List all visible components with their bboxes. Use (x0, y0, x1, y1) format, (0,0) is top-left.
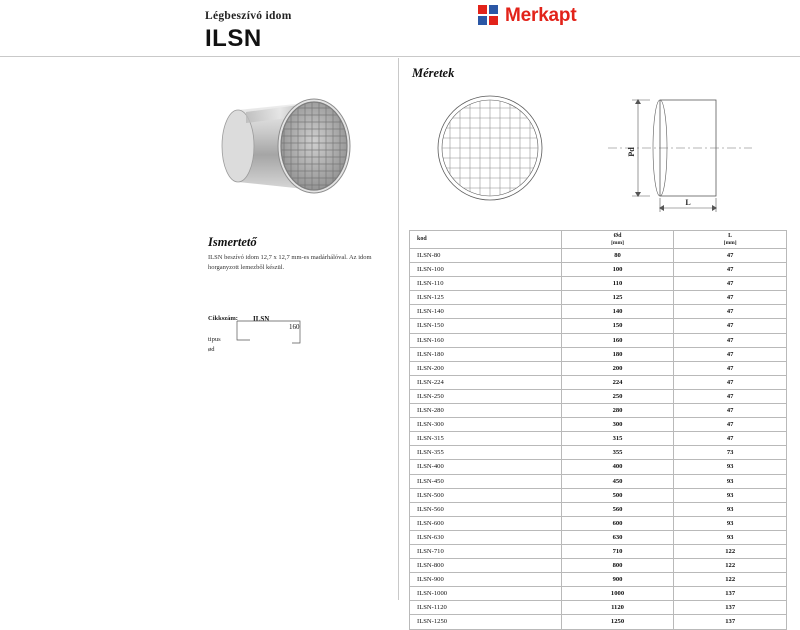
cell-code: ILSN-200 (410, 361, 562, 375)
order-code-label: Cikkszám: (208, 315, 238, 322)
cell-code: ILSN-160 (410, 333, 562, 347)
table-row (410, 615, 787, 629)
brand-logo (478, 5, 576, 27)
cell-diameter: 800 (561, 559, 674, 573)
cell-length: 47 (674, 347, 787, 361)
table-row (410, 319, 787, 333)
cell-code: ILSN-315 (410, 432, 562, 446)
cell-length: 137 (674, 601, 787, 615)
table-row (410, 587, 787, 601)
cell-length: 47 (674, 319, 787, 333)
cell-code: ILSN-900 (410, 573, 562, 587)
cell-code: ILSN-800 (410, 559, 562, 573)
cell-code: ILSN-600 (410, 516, 562, 530)
table-row (410, 249, 787, 263)
cell-code: ILSN-500 (410, 488, 562, 502)
cell-diameter: 315 (561, 432, 674, 446)
cell-length: 47 (674, 333, 787, 347)
drawing-length-label: L (685, 198, 691, 207)
cell-length: 47 (674, 389, 787, 403)
cell-length: 47 (674, 418, 787, 432)
table-row (410, 263, 787, 277)
table-row (410, 559, 787, 573)
table-row (410, 573, 787, 587)
table-row (410, 488, 787, 502)
cell-diameter: 450 (561, 474, 674, 488)
cell-diameter: 110 (561, 277, 674, 291)
cell-code: ILSN-80 (410, 249, 562, 263)
cell-diameter: 900 (561, 573, 674, 587)
cell-code: ILSN-125 (410, 291, 562, 305)
cell-length: 47 (674, 361, 787, 375)
cell-diameter: 300 (561, 418, 674, 432)
cell-diameter: 1120 (561, 601, 674, 615)
cell-diameter: 1000 (561, 587, 674, 601)
cell-code: ILSN-140 (410, 305, 562, 319)
order-code-size: 160 (289, 323, 300, 331)
dimensions-table-wrapper (409, 230, 787, 630)
cell-code: ILSN-1250 (410, 615, 562, 629)
order-code-bracket (236, 320, 302, 344)
cell-length: 122 (674, 559, 787, 573)
cell-code: ILSN-280 (410, 404, 562, 418)
cell-diameter: 250 (561, 389, 674, 403)
table-row (410, 474, 787, 488)
table-row (410, 446, 787, 460)
dimensions-section-title: Méretek (412, 66, 455, 80)
product-photo (218, 88, 366, 200)
cell-length: 47 (674, 305, 787, 319)
table-row (410, 516, 787, 530)
table-row (410, 361, 787, 375)
cell-diameter: 400 (561, 460, 674, 474)
header-divider (0, 56, 800, 57)
table-row (410, 389, 787, 403)
cell-code: ILSN-110 (410, 277, 562, 291)
column-header-code: kod (410, 231, 562, 249)
cell-length: 93 (674, 530, 787, 544)
cell-code: ILSN-150 (410, 319, 562, 333)
technical-drawing (412, 86, 787, 218)
column-header-diameter: Ød [mm] (561, 231, 674, 249)
product-description: ILSN beszívó idom 12,7 x 12,7 mm-es madárhálóval. Az idom horganyzott lemezből készül. (208, 254, 372, 272)
column-divider (398, 58, 399, 600)
cell-diameter: 280 (561, 404, 674, 418)
order-field-type-label: tipus (208, 336, 221, 343)
page-title: ILSN (205, 25, 262, 52)
page-header (0, 0, 800, 58)
cell-diameter: 160 (561, 333, 674, 347)
cell-length: 47 (674, 404, 787, 418)
cell-length: 47 (674, 249, 787, 263)
cell-code: ILSN-224 (410, 375, 562, 389)
brand-name: Merkapt (505, 5, 577, 26)
cell-code: ILSN-710 (410, 544, 562, 558)
table-row (410, 404, 787, 418)
table-header-row (410, 231, 787, 249)
cell-code: ILSN-1120 (410, 601, 562, 615)
cell-length: 47 (674, 277, 787, 291)
cell-diameter: 560 (561, 502, 674, 516)
cell-code: ILSN-560 (410, 502, 562, 516)
cell-length: 137 (674, 615, 787, 629)
cell-code: ILSN-400 (410, 460, 562, 474)
table-row (410, 601, 787, 615)
cell-code: ILSN-355 (410, 446, 562, 460)
product-category: Légbeszívó idom (205, 10, 292, 22)
cell-length: 73 (674, 446, 787, 460)
cell-length: 47 (674, 263, 787, 277)
cell-diameter: 630 (561, 530, 674, 544)
table-row (410, 291, 787, 305)
table-row (410, 418, 787, 432)
table-row (410, 277, 787, 291)
cell-code: ILSN-180 (410, 347, 562, 361)
cell-diameter: 180 (561, 347, 674, 361)
order-field-diameter-label: ød (208, 346, 215, 353)
cell-length: 47 (674, 432, 787, 446)
table-row (410, 432, 787, 446)
cell-diameter: 100 (561, 263, 674, 277)
table-row (410, 375, 787, 389)
cell-diameter: 150 (561, 319, 674, 333)
cell-diameter: 140 (561, 305, 674, 319)
column-header-length: L [mm] (674, 231, 787, 249)
cell-diameter: 500 (561, 488, 674, 502)
cell-diameter: 125 (561, 291, 674, 305)
table-row (410, 530, 787, 544)
table-row (410, 544, 787, 558)
cell-diameter: 200 (561, 361, 674, 375)
drawing-diameter-label: Pd (627, 147, 636, 157)
cell-length: 93 (674, 502, 787, 516)
cell-code: ILSN-450 (410, 474, 562, 488)
cell-diameter: 600 (561, 516, 674, 530)
table-row (410, 333, 787, 347)
cell-diameter: 1250 (561, 615, 674, 629)
merkapt-logo-icon (478, 5, 500, 27)
cell-code: ILSN-250 (410, 389, 562, 403)
table-row (410, 460, 787, 474)
order-code-value: ILSN (253, 315, 270, 323)
cell-length: 122 (674, 544, 787, 558)
cell-diameter: 224 (561, 375, 674, 389)
cell-length: 137 (674, 587, 787, 601)
table-row (410, 305, 787, 319)
cell-diameter: 80 (561, 249, 674, 263)
cell-length: 47 (674, 291, 787, 305)
table-row (410, 347, 787, 361)
cell-length: 47 (674, 375, 787, 389)
cell-code: ILSN-100 (410, 263, 562, 277)
cell-length: 93 (674, 488, 787, 502)
dimensions-table (409, 230, 787, 630)
cell-length: 93 (674, 516, 787, 530)
table-row (410, 502, 787, 516)
cell-code: ILSN-630 (410, 530, 562, 544)
cell-code: ILSN-300 (410, 418, 562, 432)
cell-code: ILSN-1000 (410, 587, 562, 601)
description-section-title: Ismertető (208, 235, 257, 249)
cell-length: 93 (674, 474, 787, 488)
cell-diameter: 355 (561, 446, 674, 460)
cell-length: 122 (674, 573, 787, 587)
cell-diameter: 710 (561, 544, 674, 558)
cell-length: 93 (674, 460, 787, 474)
